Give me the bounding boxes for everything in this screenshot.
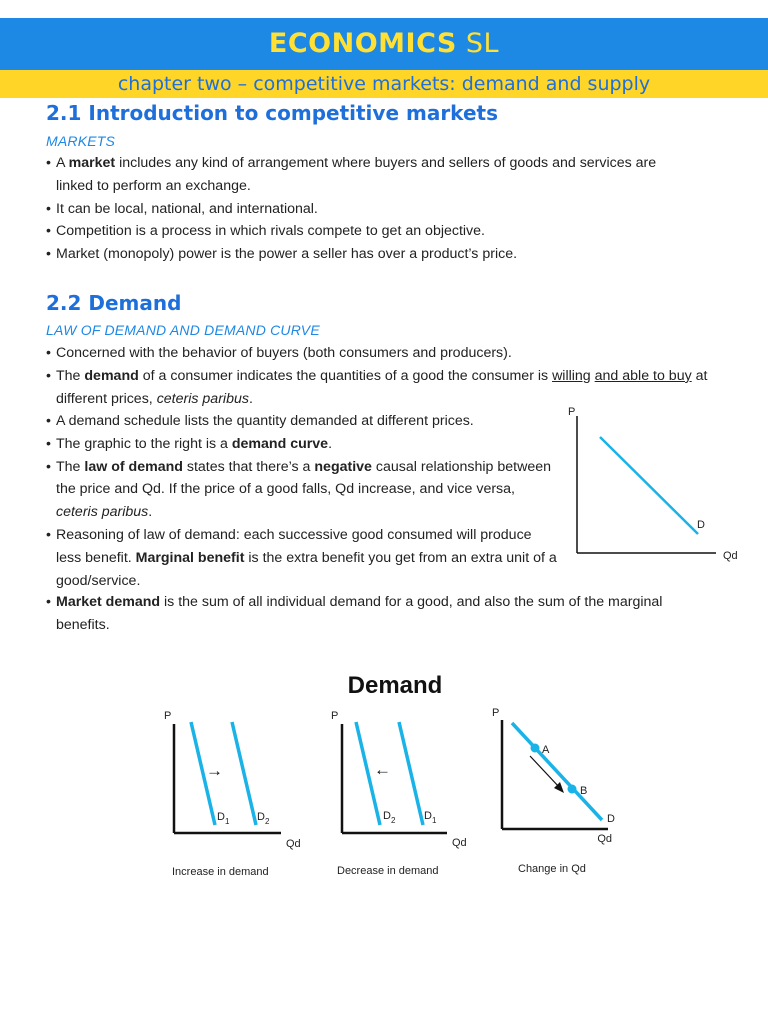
subheading-law-of-demand: LAW OF DEMAND AND DEMAND CURVE xyxy=(46,322,320,338)
y-axis-label: P xyxy=(492,707,500,719)
demand-bullet-list-middle xyxy=(46,410,558,592)
right-arrow-icon: → xyxy=(206,761,223,780)
header-banner xyxy=(0,18,768,70)
level-label: SL xyxy=(465,28,500,59)
markets-bullet-list xyxy=(46,152,696,266)
increase-demand-chart xyxy=(164,710,301,878)
demand-shift-diagrams xyxy=(150,700,620,890)
left-arrow-icon: ← xyxy=(374,760,391,779)
demand-curve-line xyxy=(600,437,698,534)
y-axis-label: P xyxy=(568,406,576,418)
list-item: • Competition is a process in which rivals compete to get an objective. xyxy=(46,220,696,243)
demand-bullet-list-bottom xyxy=(46,591,714,637)
subject-title: ECONOMICS xyxy=(268,28,457,59)
curve-label-d2: $D_2$ xyxy=(383,810,396,825)
list-item: • The demand of a consumer indicates the quantities of a good the consumer is willing and able to buy at different prices, ceteris paribus. xyxy=(46,365,714,411)
point-b-label: B xyxy=(580,785,588,797)
x-axis-label: Qd xyxy=(286,838,301,850)
point-b-marker xyxy=(568,785,577,794)
list-item: • The graphic to the right is a demand curve. xyxy=(46,433,558,456)
list-item: • It can be local, national, and international. xyxy=(46,198,696,221)
caption-increase: Increase in demand xyxy=(172,866,269,878)
list-item: • A demand schedule lists the quantity demanded at different prices. xyxy=(46,410,558,433)
demand-curve-label: D xyxy=(697,519,705,531)
list-item: • Market demand is the sum of all individual demand for a good, and also the sum of the marginal benefits. xyxy=(46,591,714,637)
subheading-markets: MARKETS xyxy=(46,133,116,149)
y-axis-label: P xyxy=(331,710,339,722)
curve-label-d: D xyxy=(607,813,615,825)
chapter-title: chapter two – competitive markets: demand and supply xyxy=(0,70,768,98)
x-axis-label: Qd xyxy=(452,837,467,849)
list-item: • Concerned with the behavior of buyers (both consumers and producers). xyxy=(46,342,714,365)
curve-label-d1: $D_1$ xyxy=(217,811,230,826)
caption-change: Change in Qd xyxy=(518,863,586,875)
section-heading-intro: 2.1 Introduction to competitive markets xyxy=(46,101,498,125)
demand-curve-d1 xyxy=(399,722,423,825)
change-in-qd-chart xyxy=(492,707,615,875)
page-title xyxy=(269,28,499,59)
demand-curve-d2 xyxy=(232,722,256,825)
demand-charts-title: Demand xyxy=(347,672,443,699)
caption-decrease: Decrease in demand xyxy=(337,865,439,877)
x-axis-label: Qd xyxy=(723,550,738,562)
list-item: • A market includes any kind of arrangement where buyers and sellers of goods and services are linked to perform an exchange. xyxy=(46,152,696,198)
list-item: • Market (monopoly) power is the power a seller has over a product’s price. xyxy=(46,243,696,266)
section-heading-demand: 2.2 Demand xyxy=(46,291,182,315)
list-item: • Reasoning of law of demand: each successive good consumed will produce less benefit. Marginal benefit is the extra benefit you get from an extra unit of a good/service. xyxy=(46,524,558,592)
curve-label-d2: $D_2$ xyxy=(257,811,270,826)
demand-curve-line xyxy=(512,723,602,820)
demand-curve-diagram xyxy=(560,400,750,570)
point-a-label: A xyxy=(542,744,550,756)
list-item: • The law of demand states that there’s a negative causal relationship between the price and Qd. If the price of a good falls, Qd increase, and vice versa, ceteris paribus. xyxy=(46,456,558,524)
decrease-demand-chart xyxy=(331,710,467,877)
curve-label-d1: $D_1$ xyxy=(424,810,437,825)
point-a-marker xyxy=(531,744,540,753)
x-axis-label: Qd xyxy=(597,833,612,845)
y-axis-label: P xyxy=(164,710,172,722)
